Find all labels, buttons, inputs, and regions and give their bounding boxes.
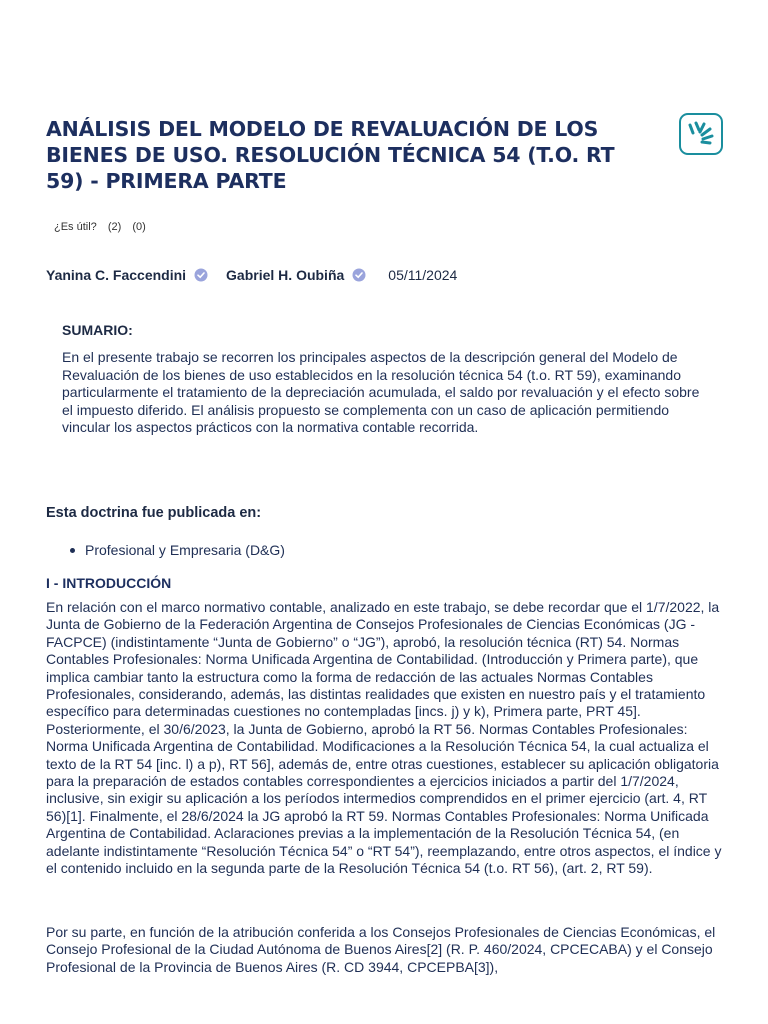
author-name: Gabriel H. Oubiña <box>226 267 345 283</box>
publication-date: 05/11/2024 <box>388 267 458 283</box>
feedback-label: ¿Es útil? <box>54 221 97 233</box>
section-heading: I - INTRODUCCIÓN <box>46 575 172 591</box>
author-1[interactable] <box>46 267 208 283</box>
feedback-yes-count[interactable]: (2) <box>107 221 122 233</box>
bullet-icon <box>70 548 75 553</box>
brand-logo-mark <box>685 119 717 149</box>
author-2[interactable] <box>226 267 366 283</box>
verified-badge-icon <box>194 268 208 282</box>
list-item[interactable] <box>70 542 285 558</box>
summary-heading: SUMARIO: <box>62 322 133 338</box>
article-title: ANÁLISIS DEL MODELO DE REVALUACIÓN DE LOS BIENES DE USO. RESOLUCIÓN TÉCNICA 54 (T.O. RT 59) - PRIMERA PARTE <box>46 117 615 193</box>
verified-badge-icon <box>352 268 366 282</box>
author-line <box>46 267 457 283</box>
published-list <box>70 542 285 558</box>
body-paragraph: En relación con el marco normativo contable, analizado en este trabajo, se debe recordar que el 1/7/2022, la Junta de Gobierno de la Federación Argentina de Consejos Profesionales de Ciencias Económicas (JG - FACPCE) (indistintamente “Junta de Gobierno” o “JG”), aprobó, la resolución técnica (RT) 54. Normas Contables Profesionales: Norma Unificada Argentina de Contabilidad. (Introducción y Primera parte), que implica cambiar tanto la estructura como la forma de redacción de las actuales Normas Contables Profesionales, considerando, además, las distintas realidades que existen en nuestro país y el tratamiento específico para determinadas cuestiones no contempladas [incs. j) y k), Primera parte, PRT 45]. Posteriormente, el 30/6/2023, la Junta de Gobierno, aprobó la RT 56. Normas Contables Profesionales: Norma Unificada Argentina de Contabilidad. Modificaciones a la Resolución Técnica 54, la cual actualiza el texto de la RT 54 [inc. l) a p), RT 56], además de, entre otras cuestiones, establecer su aplicación obligatoria para la preparación de estados contables correspondientes a ejercicios iniciados a partir del 1/7/2024, inclusive, sin exigir su aplicación a los períodos intermedios comprendidos en el primer ejercicio (art. 4, RT 56)[1]. Finalmente, el 28/6/2024 la JG aprobó la RT 59. Normas Contables Profesionales: Norma Unificada Argentina de Contabilidad. Aclaraciones previas a la implementación de la Resolución Técnica 54, (en adelante indistintamente “Resolución Técnica 54” o “RT 54”), reemplazando, entre otros aspectos, el índice y el contenido incluido en la segunda parte de la Resolución Técnica 54 (t.o. RT 56), (art. 2, RT 59). <box>46 599 722 877</box>
summary-text: En el presente trabajo se recorren los principales aspectos de la descripción general del Modelo de Revaluación de los bienes de uso establecidos en la resolución técnica 54 (t.o. RT 59), examinando particularmente el tratamiento de la depreciación acumulada, el saldo por revaluación y el efecto sobre el impuesto diferido. El análisis propuesto se complementa con un caso de aplicación permitiendo vincular los aspectos prácticos con la normativa contable recorrida. <box>62 349 700 435</box>
body-paragraph: Por su parte, en función de la atribución conferida a los Consejos Profesionales de Ciencias Económicas, el Consejo Profesional de la Ciudad Autónoma de Buenos Aires[2] (R. P. 460/2024, CPCECABA) y el Consejo Profesional de la Provincia de Buenos Aires (R. CD 3944, CPCEPBA[3]), <box>46 924 716 975</box>
feedback-bar <box>54 221 154 233</box>
published-item-label: Profesional y Empresaria (D&G) <box>85 542 285 558</box>
author-name: Yanina C. Faccendini <box>46 267 187 283</box>
published-heading: Esta doctrina fue publicada en: <box>46 505 262 521</box>
feedback-no-count[interactable]: (0) <box>132 221 146 233</box>
brand-logo-icon[interactable] <box>679 113 723 155</box>
